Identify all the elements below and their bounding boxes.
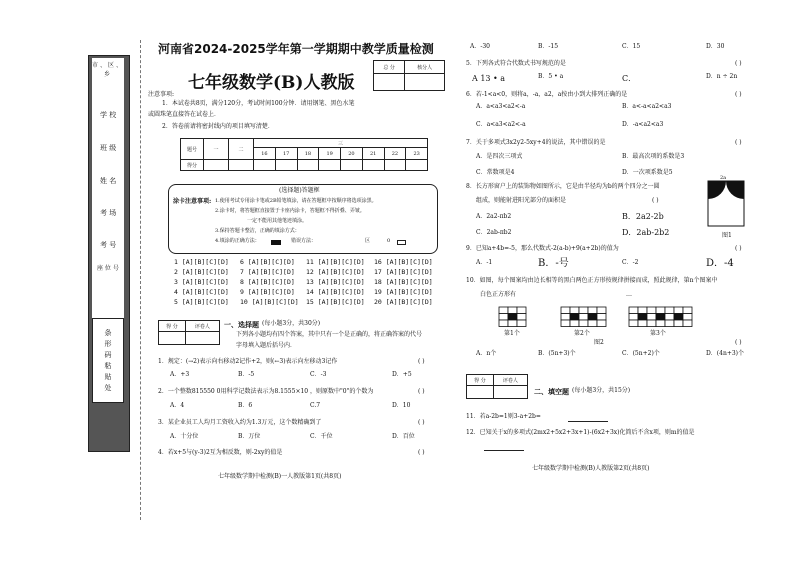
option: B．(5n+3)个 [538, 350, 576, 357]
option: D．30 [706, 43, 725, 50]
pattern-figure-3 [628, 306, 694, 328]
sidebar-field: 班 级 [100, 144, 117, 152]
answer-paren[interactable]: ( ) [652, 197, 659, 204]
option: D．-a<a2<a3 [622, 121, 664, 128]
question-stem: 10．如图，每个图案均由边长相等的黑白两色正方形按规律拼接而成，照此规律，第n个图案中 [466, 277, 718, 284]
exam-title: 河南省2024-2025学年第一学期期中教学质量检测 [158, 42, 434, 56]
figure-dimension: 2a [720, 175, 727, 181]
grader-label: 评卷人 [185, 321, 219, 332]
question-stem: 组成，则能射进阳光部分的面积是 [476, 197, 567, 204]
bubble-row[interactable]: 3 [A][B][C][D] [174, 278, 229, 286]
option: A．a<a3<a2<-a [476, 103, 526, 110]
option: A．n个 [476, 350, 497, 357]
option: C．2ab-πb2 [476, 229, 512, 236]
option: D．一次项系数是5 [622, 169, 673, 176]
figure-caption: 图1 [722, 232, 732, 239]
answer-blank[interactable] [568, 421, 608, 422]
answer-card-rule: 0 [387, 238, 391, 244]
figure-label: 第2个 [574, 330, 590, 337]
answer-card-rule: 1.使用考试专用涂卡笔或2B铅笔填涂，请在答题框中按顺序将选项涂黑。 [215, 198, 377, 204]
option: C．15 [622, 43, 641, 50]
option: A．2a2-πb2 [476, 213, 512, 220]
sidebar-field: 学 校 [100, 111, 117, 119]
barcode-sticker-area [92, 318, 124, 403]
option: C．a<a3<a2<-a [476, 121, 526, 128]
answer-card-label: 涂卡注意事项: [173, 198, 212, 205]
notice-line: 或圆珠笔直接答在试卷上． [148, 111, 221, 118]
page-footer: 七年级数学期中检测(B)人教版第2页(共8页) [532, 465, 650, 472]
option: D．(4n+3)个 [706, 350, 745, 357]
question-stem: 12．已知关于x的多项式(2mx2+5x2+3x+1)-(6x2+3x)化简后不含x项，则m的值是 [466, 429, 695, 436]
option: D．-4 [706, 258, 734, 269]
bubble-row[interactable]: 17 [A][B][C][D] [374, 268, 433, 276]
section1-title: 一、选择题 [224, 320, 259, 329]
score-table [180, 138, 428, 171]
bubble-row[interactable]: 4 [A][B][C][D] [174, 288, 229, 296]
option: D．10 [392, 402, 411, 409]
score-table-num: 23 [406, 148, 428, 160]
seal-line [140, 40, 141, 520]
sticker-label: 条形码粘贴处 [104, 329, 112, 395]
notice-line: 1．本试卷共8页，满分120分，考试时间100分钟．请用钢笔、黑色水笔 [162, 100, 355, 107]
option: B．6 [238, 402, 253, 409]
answer-card-rule: 3.保持答题卡整洁，正确的填涂方式： [215, 228, 300, 234]
option: D．2ab-2b2 [622, 228, 670, 237]
score-table-num: 16 [254, 148, 276, 160]
score-table-num: 21 [362, 148, 384, 160]
answer-paren[interactable]: ( ) [418, 388, 425, 395]
option: B．-5 [238, 371, 255, 378]
answer-card [168, 184, 438, 254]
section1-desc: 下列各小题均有四个答案，其中只有一个是正确的，将正确答案的代号 [236, 331, 423, 338]
bubble-row[interactable]: 14 [A][B][C][D] [306, 288, 365, 296]
question-stem: 8．长方形窗户上的装饰物如图所示，它是由半径均为b的两个四分之一圆 [466, 183, 660, 190]
option: B．a<-a<a2<a3 [622, 103, 672, 110]
answer-paren[interactable]: ( ) [418, 449, 425, 456]
score-table-col: 一 [204, 139, 229, 160]
sidebar-fields [92, 58, 124, 318]
answer-paren[interactable]: ( ) [735, 245, 742, 252]
answer-paren[interactable]: ( ) [735, 339, 742, 346]
verifier-label: 核分人 [405, 61, 445, 74]
bubble-row[interactable]: 10 [A][B][C][D] [240, 298, 299, 306]
score-table-num: 19 [319, 148, 341, 160]
section2-score-box [466, 374, 528, 399]
score-table-num: 22 [384, 148, 406, 160]
score-table-num: 17 [275, 148, 297, 160]
question-stem: 2．一个整数815550 0用科学记数法表示为8.1555×10 ，则原数中"0"的个数为 [158, 388, 374, 395]
bubble-row[interactable]: 5 [A][B][C][D] [174, 298, 229, 306]
option: C.7 [310, 402, 321, 409]
sidebar-field: 市、区、乡 [92, 62, 125, 78]
answer-card-rule: 一定不能用其他笔迹填涂。 [247, 218, 308, 224]
answer-blank[interactable] [484, 450, 524, 451]
question-stem: 9．已知a+4b=-5，那么代数式-2(a-b)+9(a+2b)的值为 [466, 245, 619, 252]
option: C．-3 [310, 371, 327, 378]
total-score-label: 总 分 [374, 61, 405, 74]
answer-card-title: (选择题)答题框 [279, 187, 320, 194]
total-score-box [373, 60, 445, 91]
score-table-col: 二 [229, 139, 254, 160]
question-stem: 白色正方形有 [480, 291, 517, 298]
score-table-header: 得分 [181, 160, 204, 171]
bubble-row[interactable]: 8 [A][B][C][D] [240, 278, 295, 286]
score-table-header: 题号 [181, 139, 204, 160]
answer-paren[interactable]: ( ) [735, 60, 742, 67]
question-stem: 3．某企业员工人均月工资收入约为1.3万元，这个数精确到了 [158, 419, 322, 426]
score-table-col: 三 [254, 139, 428, 148]
option: C．(5n+2)个 [622, 350, 660, 357]
bubble-row[interactable]: 11 [A][B][C][D] [306, 258, 365, 266]
option: C．-2 [622, 259, 639, 266]
figure-label: 第1个 [504, 330, 520, 337]
sidebar-field: 考 号 [100, 241, 117, 249]
bubble-row[interactable]: 13 [A][B][C][D] [306, 278, 365, 286]
pattern-figure-2 [560, 306, 610, 328]
option: A．4 [170, 402, 185, 409]
option: B．最高次项的系数是3 [622, 153, 685, 160]
option: C．千位 [310, 433, 333, 440]
notice-title: 注意事项: [148, 91, 175, 98]
bubble-row[interactable]: 15 [A][B][C][D] [306, 298, 365, 306]
option: A．-1 [476, 259, 493, 266]
answer-card-rule: 2.涂卡时，将答题框直接置于卡座内涂卡，答题框不得折叠、弄皱。 [215, 208, 365, 214]
option: C． [622, 74, 637, 83]
score-table-num: 18 [297, 148, 319, 160]
bubble-grid [170, 258, 438, 308]
notice-line: 2．答卷前请将密封线内的项目填写清楚． [162, 123, 274, 130]
pattern-figure-1 [498, 306, 528, 328]
score-table-num: 20 [341, 148, 363, 160]
question-stem: 5．下列各式符合代数式书写规范的是 [466, 60, 566, 67]
question-stem: 11．若a-2b=1则3-a+2b= [466, 413, 541, 420]
answer-paren[interactable]: ( ) [418, 358, 425, 365]
score-label: 得 分 [159, 321, 186, 332]
question-stem: 7．关于多项式3x2y2-5xy+4的说法，其中错误的是 [466, 139, 606, 146]
bubble-row[interactable]: 12 [A][B][C][D] [306, 268, 365, 276]
figure-caption: 图2 [594, 339, 604, 346]
answer-paren[interactable]: ( ) [735, 139, 742, 146]
section2-info: (每小题3分，共15分) [572, 387, 631, 394]
sidebar-field: 考 场 [100, 209, 117, 217]
bubble-row[interactable]: 6 [A][B][C][D] [240, 258, 295, 266]
question-stem: 4．若x+5与(y-3)2互为相反数，则-2xy的值是 [158, 449, 283, 456]
option: D．+5 [392, 371, 412, 378]
option: A．-30 [470, 43, 490, 50]
option: D．百位 [392, 433, 415, 440]
page-footer: 七年级数学期中检测(B)一人教版第1页(共8页) [218, 473, 342, 480]
bubble-row[interactable]: 7 [A][B][C][D] [240, 268, 295, 276]
bubble-row[interactable]: 16 [A][B][C][D] [374, 258, 433, 266]
ellipsis: … [626, 291, 632, 298]
option: A．+3 [170, 371, 190, 378]
bubble-row[interactable]: 9 [A][B][C][D] [240, 288, 295, 296]
answer-paren[interactable]: ( ) [418, 419, 425, 426]
answer-card-rule: 区 [365, 238, 371, 244]
sidebar-field: 姓 名 [100, 177, 117, 185]
option: A．十分位 [170, 433, 199, 440]
option: D．n ÷ 2n [706, 73, 738, 80]
figure-label: 第3个 [650, 330, 666, 337]
answer-card-rule: 4.填涂的正确方法： [215, 238, 260, 244]
section1-info: (每小题3分，共30分) [262, 320, 321, 327]
question-stem: 6．若-1<a<0，则将a，-a，a2，a按由小到大排列正确的是 [466, 91, 628, 98]
correct-fill-sample [271, 240, 281, 245]
window-figure [706, 176, 746, 231]
bubble-row[interactable]: 18 [A][B][C][D] [374, 278, 433, 286]
wrong-fill-sample [397, 240, 406, 245]
score-label: 得 分 [467, 375, 494, 386]
sidebar-field: 座 位 号 [97, 265, 119, 272]
bubble-row[interactable]: 20 [A][B][C][D] [374, 298, 433, 306]
section2-title: 二、填空题 [534, 387, 569, 396]
option: B．2a2-2b [622, 212, 664, 221]
answer-card-rule: 错误方法： [291, 238, 317, 244]
section1-desc: 字母填入题后括号内． [236, 342, 297, 349]
bubble-row[interactable]: 1 [A][B][C][D] [174, 258, 229, 266]
bubble-row[interactable]: 2 [A][B][C][D] [174, 268, 229, 276]
question-stem: 1．规定：(→2)表示向右移动2记作+2，则(←3)表示向左移动3记作 [158, 358, 338, 365]
bubble-row[interactable]: 19 [A][B][C][D] [374, 288, 433, 296]
option: B．-15 [538, 43, 559, 50]
exam-subtitle: 七年级数学(B)人教版 [188, 73, 355, 93]
option: A．是四次三项式 [476, 153, 523, 160]
grader-label: 评卷人 [493, 375, 527, 386]
option: B．5 • a [538, 73, 564, 80]
section1-score-box [158, 320, 220, 345]
option: B．万位 [238, 433, 261, 440]
answer-paren[interactable]: ( ) [735, 91, 742, 98]
option: C．常数项是4 [476, 169, 515, 176]
option: B．-号 [538, 258, 569, 269]
option: A 13 • a [472, 74, 506, 83]
